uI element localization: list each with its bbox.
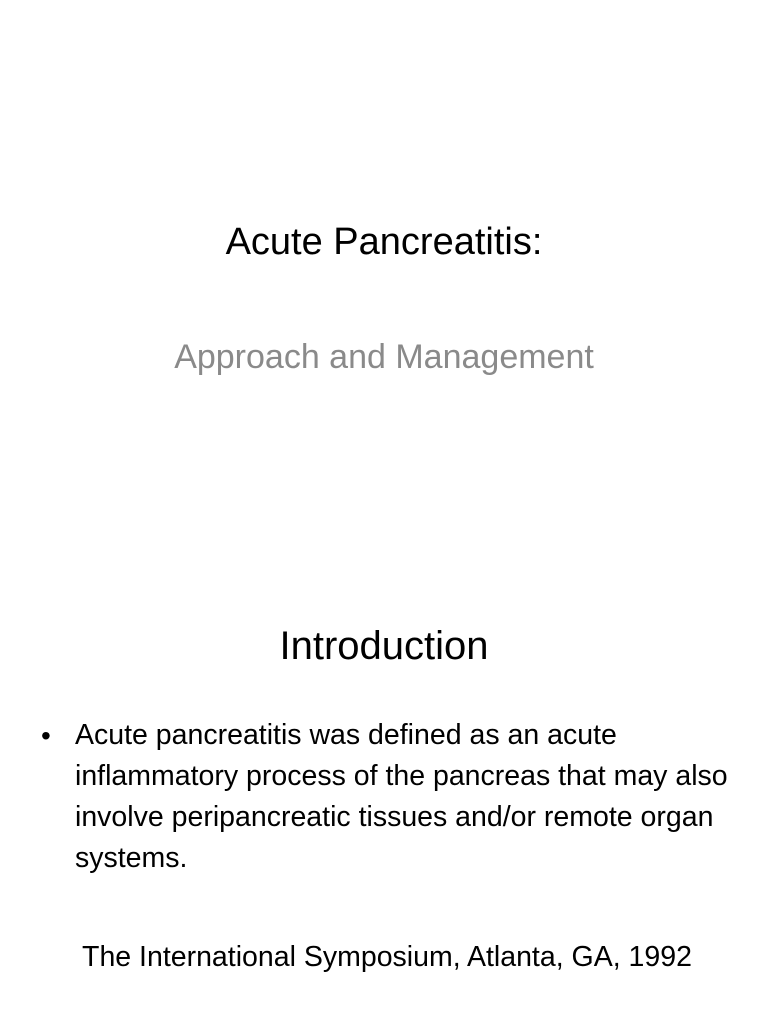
bullet-list (41, 715, 741, 879)
introduction-heading: Introduction (279, 624, 489, 668)
bullet-item (41, 715, 741, 879)
bullet-dot-icon: • (41, 720, 51, 751)
slide-subtitle: Approach and Management (174, 338, 594, 376)
bullet-text: Acute pancreatitis was defined as an acute inflammatory process of the pancreas that may also involve peripancreatic tissues and/or remote organ systems. (75, 719, 728, 874)
slide-title: Acute Pancreatitis: (225, 221, 543, 263)
citation: The International Symposium, Atlanta, GA, 1992 (82, 941, 692, 973)
introduction-slide (0, 512, 768, 1024)
